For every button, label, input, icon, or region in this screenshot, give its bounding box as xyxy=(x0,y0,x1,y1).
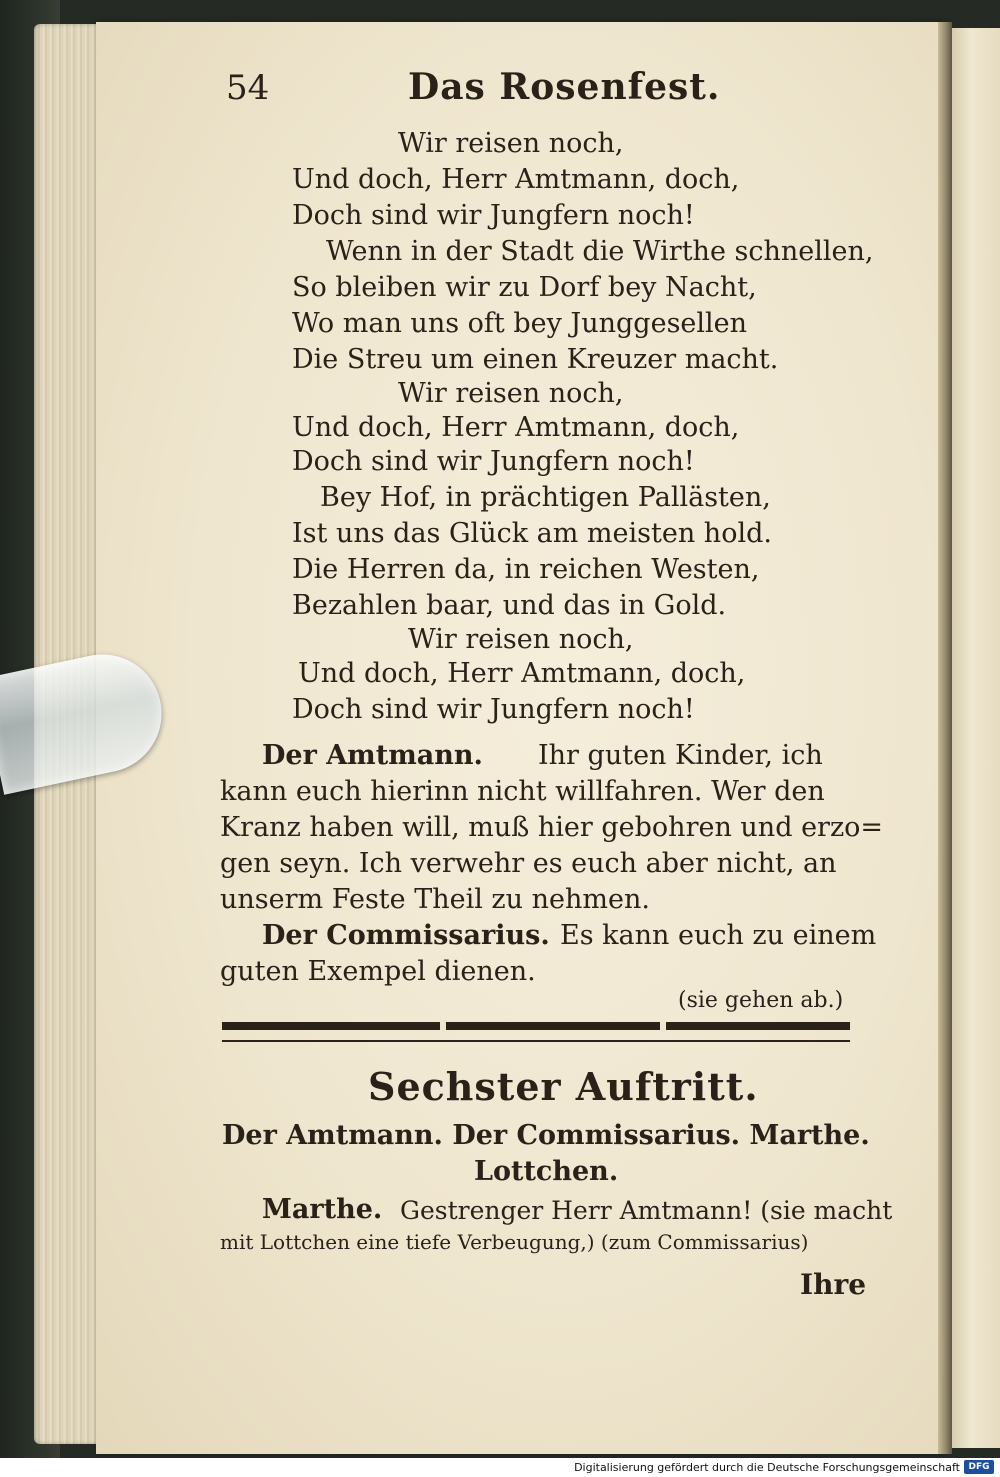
verse-line: Bezahlen baar, und das in Gold. xyxy=(292,590,727,621)
book-gutter xyxy=(938,22,952,1454)
speaker-marthe: Marthe. xyxy=(262,1194,383,1225)
dialogue-line: Gestrenger Herr Amtmann! (sie macht xyxy=(400,1196,893,1225)
page-number: 54 xyxy=(226,68,270,108)
dialogue-line: guten Exempel dienen. xyxy=(220,956,536,987)
verse-line: Doch sind wir Jungfern noch! xyxy=(292,446,695,477)
verse-line: Wenn in der Stadt die Wirthe schnellen, xyxy=(326,236,874,267)
cast-list: Der Amtmann. Der Commissarius. Marthe. xyxy=(222,1120,870,1151)
divider-gap xyxy=(440,1020,446,1032)
dialogue-line: mit Lottchen eine tiefe Verbeugung,) (zum Commissarius) xyxy=(220,1230,809,1254)
verse-line: Die Herren da, in reichen Westen, xyxy=(292,554,760,585)
dialogue-line: unserm Feste Theil zu nehmen. xyxy=(220,884,650,915)
verse-line: Ist uns das Glück am meisten hold. xyxy=(292,518,772,549)
verse-line: Bey Hof, in prächtigen Pallästen, xyxy=(320,482,771,513)
dfg-logo: DFG xyxy=(964,1460,994,1474)
verse-line: Doch sind wir Jungfern noch! xyxy=(292,200,695,231)
digitization-credit: Digitalisierung gefördert durch die Deutsche Forschungsgemeinschaft xyxy=(574,1461,960,1474)
scene-divider-thin xyxy=(222,1040,850,1042)
divider-gap xyxy=(660,1020,666,1032)
dialogue-line: Kranz haben will, muß hier gebohren und erzo= xyxy=(220,812,884,843)
verse-line: Wir reisen noch, xyxy=(398,128,624,159)
dialogue-line: kann euch hierinn nicht willfahren. Wer den xyxy=(220,776,825,807)
verse-line: So bleiben wir zu Dorf bey Nacht, xyxy=(292,272,757,303)
cast-list: Lottchen. xyxy=(474,1156,619,1187)
dialogue-line: Ihr guten Kinder, ich xyxy=(538,740,823,771)
speaker-amtmann: Der Amtmann. xyxy=(262,740,483,771)
scene-divider-thick xyxy=(222,1022,850,1030)
speaker-commissarius: Der Commissarius. xyxy=(262,920,550,951)
stage-direction: (sie gehen ab.) xyxy=(678,988,844,1013)
verse-line: Und doch, Herr Amtmann, doch, xyxy=(298,658,746,689)
verse-line: Die Streu um einen Kreuzer macht. xyxy=(292,344,779,375)
scene-title: Sechster Auftritt. xyxy=(368,1064,759,1109)
dialogue-line: gen seyn. Ich verwehr es euch aber nicht, an xyxy=(220,848,837,879)
verse-line: Wir reisen noch, xyxy=(408,624,634,655)
verse-line: Wo man uns oft bey Junggesellen xyxy=(292,308,748,339)
catchword: Ihre xyxy=(800,1268,867,1301)
verse-line: Und doch, Herr Amtmann, doch, xyxy=(292,164,740,195)
running-title: Das Rosenfest. xyxy=(408,66,721,108)
facing-page-edge xyxy=(952,28,1000,1448)
dialogue-line: Es kann euch zu einem xyxy=(560,920,877,951)
verse-line: Wir reisen noch, xyxy=(398,378,624,409)
verse-line: Und doch, Herr Amtmann, doch, xyxy=(292,412,740,443)
verse-line: Doch sind wir Jungfern noch! xyxy=(292,694,695,725)
